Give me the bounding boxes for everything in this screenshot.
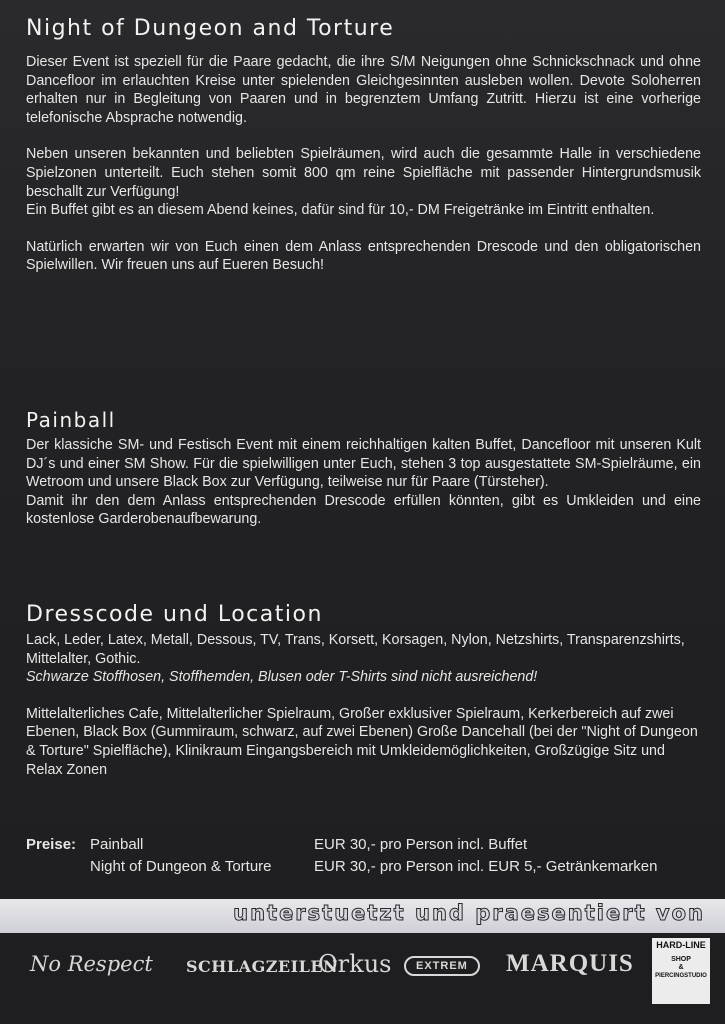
painball-title: Painball <box>26 408 116 432</box>
night-paragraph-1: Dieser Event ist speziell für die Paare gedacht, die ihre S/M Neigungen ohne Schnickschnack und ohne Dancefloor im erlauchten Kreise unter spielenden Gleichgesinnten ausleben wollen. Devote Soloherren erhalten nur in Begleitung von Paaren und in begrenztem Umfang Zutritt. Hierzu ist eine vorherige telefonische Absprache notwendig. <box>26 54 701 126</box>
price-row <box>26 858 701 880</box>
night-section <box>26 16 701 275</box>
no-respect-logo: No Respect <box>30 952 153 976</box>
night-paragraph-3: Ein Buffet gibt es an diesem Abend keines, dafür sind für 10,- DM Freigetränke im Eintritt enthalten. <box>26 202 655 219</box>
night-paragraph-2: Neben unseren bekannten und beliebten Spielräumen, wird auch die gesammte Halle in verschiedene Spielzonen unterteilt. Euch stehen somit 800 qm reine Spielfläche mit passender Hintergrundsmusik beschallt zur Verfügung! <box>26 146 701 200</box>
dresscode-paragraph-1: Lack, Leder, Latex, Metall, Dessous, TV, Trans, Korsett, Korsagen, Nylon, Netzshirts, Transparenzshirts, Mittelalter, Gothic. <box>26 632 685 667</box>
painball-paragraph-1: Der klassiche SM- und Festisch Event mit einem reichhaltigen kalten Buffet, Dancefloor mit unseren Kult DJ´s und einer SM Show. Für die spielwilligen unter Euch, stehen 3 top ausgestattete SM-Spielräume, ein Wetroom und unsere Black Box zur Verfügung, teilweise nur für Paare (Türsteher). <box>26 437 701 491</box>
hardline-logo-sub1: SHOP <box>671 956 691 963</box>
orkus-logo: Orkus <box>318 950 392 978</box>
hardline-logo-sub3: PIERCINGSTUDIO <box>655 973 707 979</box>
sponsor-band <box>0 899 725 933</box>
dresscode-paragraph-2: Schwarze Stoffhosen, Stoffhemden, Blusen oder T-Shirts sind nicht ausreichend! <box>26 669 538 686</box>
dresscode-paragraph-3: Mittelalterliches Cafe, Mittelalterlicher Spielraum, Großer exklusiver Spielraum, Kerkerbereich auf zwei Ebenen, Black Box (Gummiraum, schwarz, auf zwei Ebenen) Große Dancehall (bei der "Night of Dungeon & Torture" Spielfläche), Klinikraum Eingangsbereich mit Umkleidemöglichkeiten, Großzügige Sitz und Relax Zonen <box>26 705 698 778</box>
price-row-value: EUR 30,- pro Person incl. EUR 5,- Getränkemarken <box>314 858 658 875</box>
dresscode-title: Dresscode und Location <box>26 602 323 627</box>
price-row-name: Night of Dungeon & Torture <box>90 858 272 875</box>
sponsor-logos <box>0 940 725 1024</box>
night-paragraph-4: Natürlich erwarten wir von Euch einen dem Anlass entsprechenden Drescode und den obligatorischen Spielwillen. Wir freuen uns auf Eueren Besuch! <box>26 238 701 274</box>
hardline-logo-sub2: & <box>678 964 684 971</box>
prices-table <box>26 836 701 880</box>
hardline-logo <box>652 938 710 1004</box>
night-title: Night of Dungeon and Torture <box>26 16 395 41</box>
marquis-logo: MARQUIS <box>506 950 634 977</box>
hardline-logo-title: HARD-LINE <box>656 940 706 950</box>
prices-label: Preise: <box>26 836 77 853</box>
price-row <box>26 836 701 858</box>
price-row-name: Painball <box>90 836 144 853</box>
dresscode-section <box>26 602 701 779</box>
extrem-logo: EXTREM <box>404 956 480 976</box>
sponsor-band-text: unterstuetzt und praesentiert von <box>233 901 705 925</box>
painball-section <box>26 408 701 529</box>
price-row-value: EUR 30,- pro Person incl. Buffet <box>314 836 528 853</box>
schlagzeilen-logo: SCHLAGZEILEN <box>186 957 339 976</box>
painball-paragraph-2: Damit ihr den dem Anlass entsprechenden Drescode erfüllen könnten, gibt es Umkleiden und eine kostenlose Garderobenaufbewarung. <box>26 492 701 528</box>
